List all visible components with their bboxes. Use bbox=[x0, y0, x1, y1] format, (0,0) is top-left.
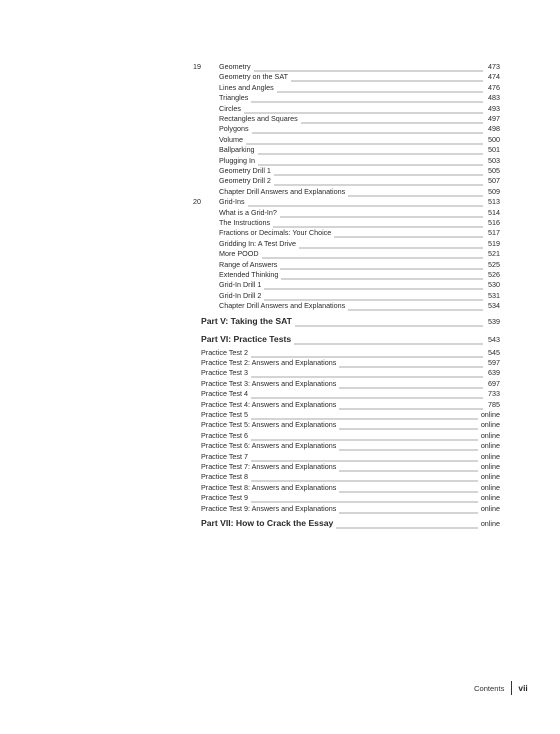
toc-entry bbox=[201, 410, 500, 420]
toc-entry-page: online bbox=[480, 462, 500, 471]
dot-leader bbox=[301, 116, 483, 124]
toc-entry bbox=[201, 441, 500, 451]
toc-entry-page: 507 bbox=[488, 176, 500, 186]
toc-entry-title: Geometry Drill 2 bbox=[219, 176, 271, 186]
dot-leader bbox=[274, 178, 483, 186]
toc-entry-title: Practice Test 7 bbox=[201, 451, 249, 461]
toc-entry-page: online bbox=[480, 519, 500, 528]
chapter-number: 19 bbox=[193, 62, 201, 71]
toc-entry-page: 697 bbox=[488, 378, 500, 388]
dot-leader bbox=[277, 85, 483, 93]
toc-entry-title: Practice Test 9: Answers and Explanations bbox=[201, 503, 337, 513]
toc-entry-title: Lines and Angles bbox=[219, 82, 274, 92]
toc-entry-title: The Instructions bbox=[219, 218, 271, 227]
toc-entry-page: 476 bbox=[488, 82, 500, 92]
dot-leader bbox=[295, 318, 483, 327]
toc-entry-page: online bbox=[480, 441, 500, 451]
toc-entry-title: Ballparking bbox=[219, 145, 255, 155]
dot-leader bbox=[264, 282, 483, 290]
dot-leader bbox=[273, 220, 483, 228]
toc-entry bbox=[219, 145, 500, 155]
toc-entry-title: What is a Grid-In? bbox=[219, 207, 277, 217]
toc-entry-title: Part VI: Practice Tests bbox=[201, 333, 292, 344]
dot-leader bbox=[294, 336, 483, 345]
toc-entry bbox=[201, 493, 500, 503]
toc-entry bbox=[219, 228, 500, 238]
toc-entry-title: Volume bbox=[219, 134, 243, 144]
toc-entry bbox=[201, 379, 500, 389]
toc-entry-page: 531 bbox=[488, 290, 500, 300]
toc-entry-title: Practice Test 6 bbox=[201, 430, 249, 440]
toc-entry bbox=[193, 62, 500, 72]
toc-entry-title: Practice Test 2 bbox=[201, 347, 249, 357]
toc-entry-page: 519 bbox=[488, 238, 500, 248]
dot-leader bbox=[291, 74, 483, 82]
toc-entry-page: 545 bbox=[488, 347, 500, 357]
toc-entry bbox=[201, 348, 500, 358]
toc-entry-page: 639 bbox=[488, 368, 500, 378]
dot-leader bbox=[244, 106, 483, 114]
toc-entry-page: online bbox=[480, 503, 500, 513]
page-footer bbox=[474, 681, 528, 695]
dot-leader bbox=[339, 381, 483, 389]
dot-leader bbox=[348, 303, 483, 311]
toc-entry-page: 513 bbox=[488, 197, 500, 207]
toc-entry-page: online bbox=[480, 472, 500, 482]
dot-leader bbox=[348, 189, 483, 197]
toc-entry bbox=[219, 187, 500, 197]
dot-leader bbox=[262, 251, 483, 259]
toc-entry bbox=[219, 156, 500, 166]
toc-entry bbox=[219, 249, 500, 259]
toc-entry-title: More POOD bbox=[219, 249, 259, 259]
toc-entry bbox=[219, 176, 500, 186]
toc-entry-page: 517 bbox=[488, 228, 500, 238]
dot-leader bbox=[339, 485, 478, 493]
dot-leader bbox=[258, 158, 483, 166]
toc-entry-title: Practice Test 6: Answers and Explanations bbox=[201, 441, 337, 451]
toc-entry bbox=[201, 315, 500, 327]
dot-leader bbox=[251, 454, 478, 462]
toc-entry-page: 498 bbox=[488, 124, 500, 134]
toc-entry-title: Chapter Drill Answers and Explanations bbox=[219, 301, 346, 311]
toc-entry-page: online bbox=[480, 430, 500, 440]
dot-leader bbox=[251, 350, 483, 358]
toc-entry-page: 521 bbox=[488, 249, 500, 259]
toc-entry bbox=[219, 260, 500, 270]
toc-entry bbox=[219, 124, 500, 134]
dot-leader bbox=[339, 506, 478, 514]
toc-entry-title: Practice Test 9 bbox=[201, 493, 249, 503]
toc-entry-page: 514 bbox=[488, 207, 500, 217]
toc-entry-page: 474 bbox=[488, 72, 500, 82]
toc-entry-title: Part VII: How to Crack the Essay bbox=[201, 518, 334, 528]
toc-entry-page: online bbox=[480, 410, 500, 419]
toc-entry-title: Extended Thinking bbox=[219, 270, 279, 279]
toc-entry bbox=[219, 72, 500, 82]
toc-entry bbox=[201, 358, 500, 368]
dot-leader bbox=[248, 199, 483, 207]
toc-entry-title: Geometry Drill 1 bbox=[219, 166, 271, 175]
toc-entry-page: 493 bbox=[488, 103, 500, 113]
toc-entry-title: Practice Test 8 bbox=[201, 472, 249, 482]
dot-leader bbox=[251, 370, 483, 378]
toc-entry-title: Practice Test 4 bbox=[201, 389, 249, 399]
dot-leader bbox=[252, 126, 483, 134]
toc-entry bbox=[219, 218, 500, 228]
toc-entry-page: 526 bbox=[488, 270, 500, 279]
toc-entry-title: Gridding In: A Test Drive bbox=[219, 238, 296, 248]
dot-leader bbox=[299, 241, 483, 249]
toc-entry bbox=[219, 104, 500, 114]
toc-entry bbox=[201, 452, 500, 462]
toc-entry-title: Triangles bbox=[219, 93, 249, 103]
toc-entry bbox=[201, 462, 500, 472]
dot-leader bbox=[264, 293, 483, 301]
dot-leader bbox=[251, 95, 483, 103]
dot-leader bbox=[251, 474, 478, 482]
toc-entry bbox=[219, 83, 500, 93]
toc-entry bbox=[201, 472, 500, 482]
toc-entry bbox=[201, 333, 500, 345]
dot-leader bbox=[336, 520, 478, 529]
toc-entry-title: Range of Answers bbox=[219, 259, 278, 269]
toc-entry bbox=[219, 114, 500, 124]
toc-entry-page: 785 bbox=[488, 399, 500, 409]
footer-page-number: vii bbox=[518, 683, 528, 693]
dot-leader bbox=[339, 360, 483, 368]
toc-entry-title: Plugging In bbox=[219, 155, 255, 165]
toc-entry-title: Rectangles and Squares bbox=[219, 114, 298, 123]
toc-entry-title: Grid-Ins bbox=[219, 197, 245, 207]
dot-leader bbox=[254, 64, 483, 72]
toc-entry-page: 501 bbox=[488, 145, 500, 155]
toc-entry-page: 500 bbox=[488, 134, 500, 144]
toc-entry-title: Grid-In Drill 2 bbox=[219, 290, 262, 300]
toc-entry bbox=[201, 517, 500, 529]
toc-entry-page: 509 bbox=[488, 186, 500, 196]
dot-leader bbox=[251, 391, 483, 399]
chapter-number: 20 bbox=[193, 197, 201, 207]
toc-entry-title: Practice Test 5 bbox=[201, 410, 249, 419]
toc-entry-title: Practice Test 3 bbox=[201, 368, 249, 378]
toc-entry-title: Practice Test 5: Answers and Explanations bbox=[201, 420, 337, 430]
toc-entry-page: 733 bbox=[488, 389, 500, 399]
toc-entry-page: online bbox=[480, 482, 500, 492]
toc-entry-page: online bbox=[480, 420, 500, 430]
toc-entry bbox=[219, 93, 500, 103]
toc-entry-page: 543 bbox=[488, 334, 500, 344]
toc-entry-title: Grid-In Drill 1 bbox=[219, 280, 262, 290]
toc-entry-title: Circles bbox=[219, 103, 241, 113]
dot-leader bbox=[258, 147, 483, 155]
toc-entry bbox=[201, 420, 500, 430]
dot-leader bbox=[246, 137, 483, 145]
toc-entry bbox=[219, 301, 500, 311]
dot-leader bbox=[280, 210, 483, 218]
toc-entry bbox=[219, 291, 500, 301]
toc-entry-page: online bbox=[480, 451, 500, 461]
toc-entry-page: 516 bbox=[488, 218, 500, 227]
toc-entry bbox=[219, 166, 500, 176]
toc-entry bbox=[201, 504, 500, 514]
toc-entry-page: 597 bbox=[488, 358, 500, 367]
toc-entry-title: Part V: Taking the SAT bbox=[201, 315, 292, 326]
toc-entry bbox=[201, 389, 500, 399]
toc-entry-title: Practice Test 3: Answers and Explanations bbox=[201, 378, 337, 388]
dot-leader bbox=[251, 495, 478, 503]
toc-entry-page: 534 bbox=[488, 301, 500, 311]
toc-entry bbox=[219, 135, 500, 145]
toc-entry bbox=[201, 400, 500, 410]
toc-entry-page: online bbox=[480, 493, 500, 503]
toc-entry bbox=[201, 368, 500, 378]
toc-entry-page: 483 bbox=[488, 93, 500, 103]
toc-entry-title: Practice Test 8: Answers and Explanations bbox=[201, 482, 337, 492]
toc-entry bbox=[193, 197, 500, 207]
dot-leader bbox=[339, 443, 478, 451]
toc-entry-page: 525 bbox=[488, 259, 500, 269]
dot-leader bbox=[280, 262, 483, 270]
toc-entry bbox=[219, 208, 500, 218]
toc-entry-title: Practice Test 7: Answers and Explanations bbox=[201, 462, 337, 471]
toc-entry-page: 497 bbox=[488, 114, 500, 123]
toc-entry bbox=[219, 280, 500, 290]
toc-entry-title: Fractions or Decimals: Your Choice bbox=[219, 228, 332, 238]
toc-entry-title: Practice Test 2: Answers and Explanations bbox=[201, 358, 337, 367]
footer-label: Contents bbox=[474, 683, 505, 693]
dot-leader bbox=[334, 230, 483, 238]
toc-entry-title: Polygons bbox=[219, 124, 249, 134]
dot-leader bbox=[339, 422, 478, 430]
toc-entry bbox=[219, 239, 500, 249]
dot-leader bbox=[339, 402, 483, 410]
dot-leader bbox=[281, 272, 483, 280]
dot-leader bbox=[274, 168, 483, 176]
toc-entry-title: Practice Test 4: Answers and Explanations bbox=[201, 399, 337, 409]
toc-entry bbox=[201, 431, 500, 441]
dot-leader bbox=[339, 464, 478, 472]
dot-leader bbox=[251, 433, 478, 441]
toc-entry-title: Geometry on the SAT bbox=[219, 72, 288, 82]
toc-entry-page: 505 bbox=[488, 166, 500, 175]
toc-entry-title: Geometry bbox=[219, 62, 251, 71]
toc-entry-page: 530 bbox=[488, 280, 500, 290]
toc-entry-page: 539 bbox=[488, 316, 500, 326]
toc-entry-title: Chapter Drill Answers and Explanations bbox=[219, 186, 346, 196]
toc-entry-page: 503 bbox=[488, 155, 500, 165]
toc-entry bbox=[219, 270, 500, 280]
toc-entry-page: 473 bbox=[488, 62, 500, 71]
toc-entry bbox=[201, 483, 500, 493]
dot-leader bbox=[251, 412, 478, 420]
